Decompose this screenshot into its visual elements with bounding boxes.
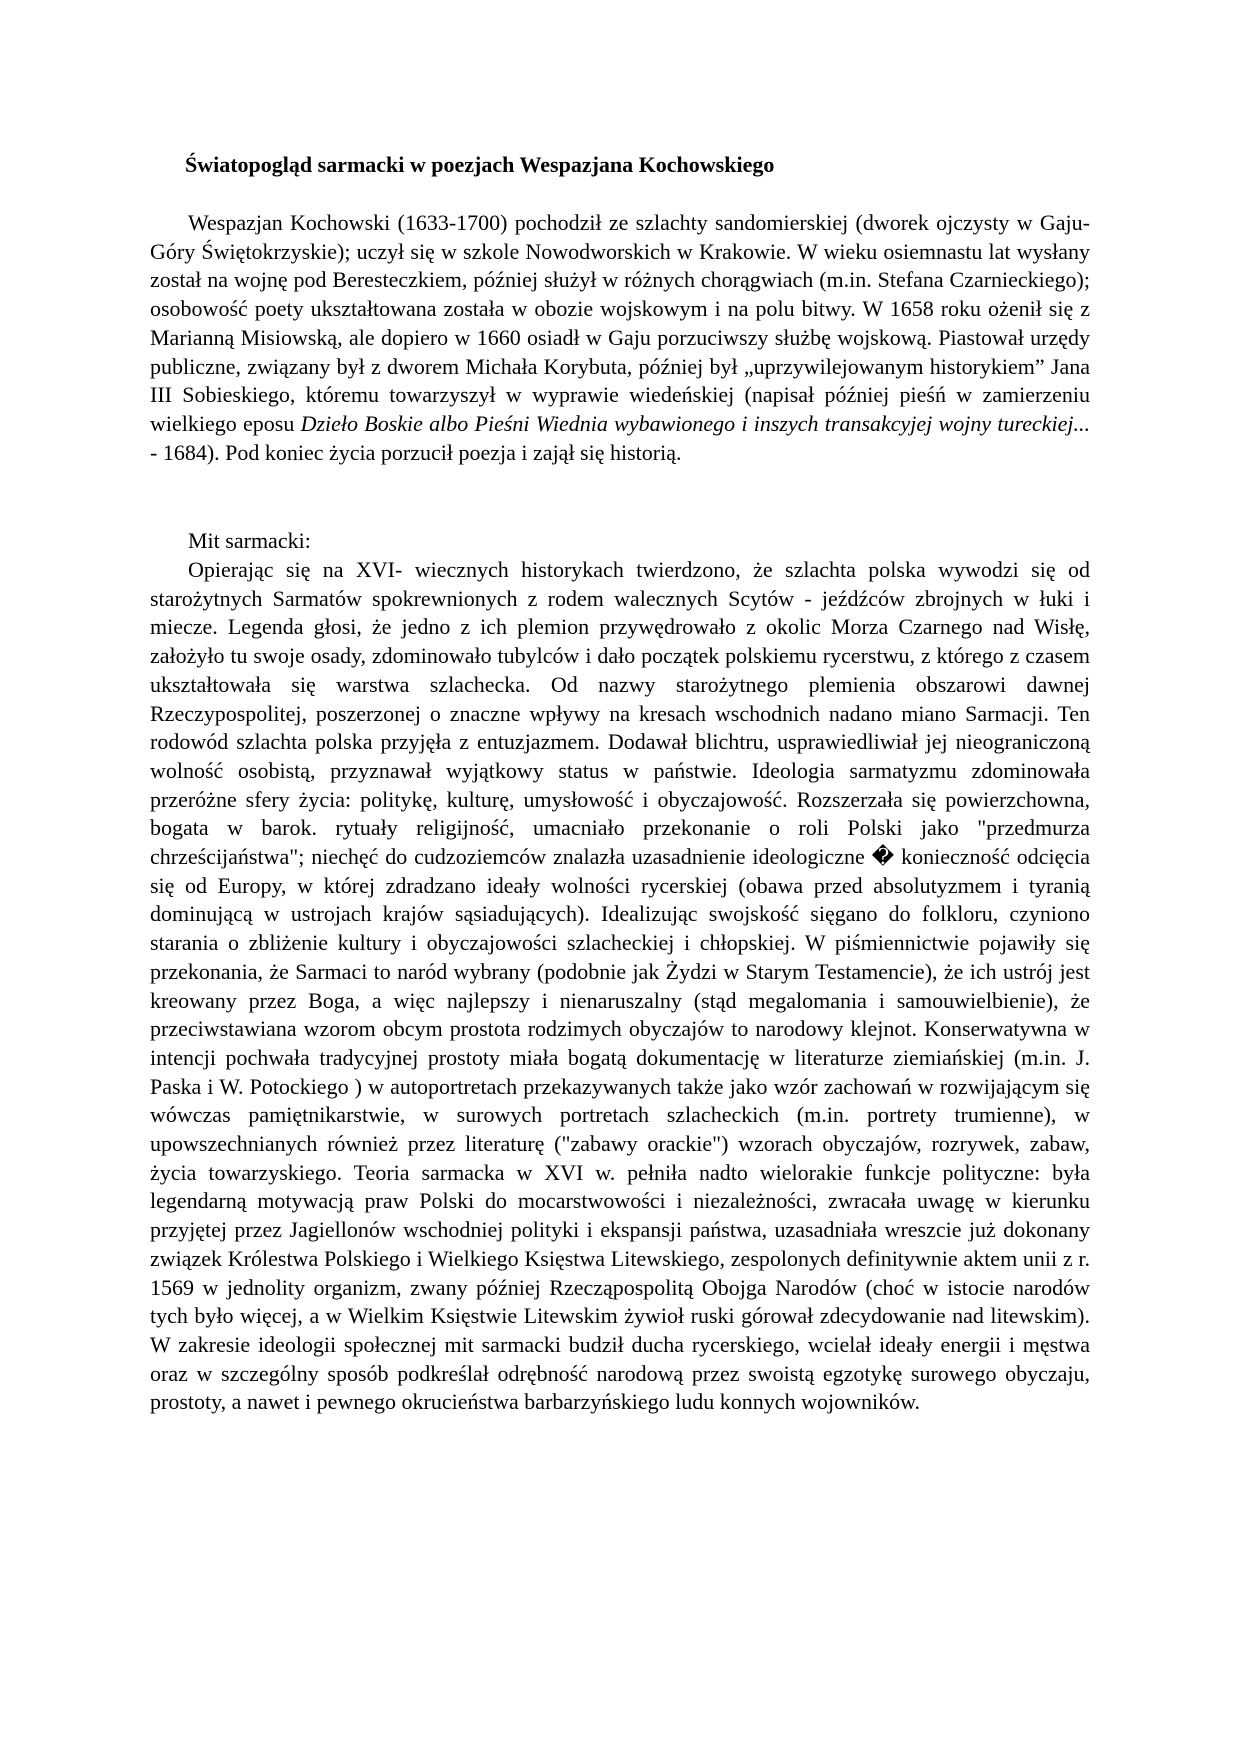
- biography-text-after: - 1684). Pod koniec życia porzucił poezja i zajął się historią.: [150, 439, 682, 465]
- section-heading-mit-sarmacki: Mit sarmacki:: [188, 528, 311, 553]
- biography-paragraph: [150, 209, 1090, 467]
- mit-sarmacki-paragraph: Opierając się na XVI- wiecznych historykach twierdzono, że szlachta polska wywodzi się od starożytnych Sarmatów spokrewnionych z rodem walecznych Scytów - jeźdźców zbrojnych w łuki i miecze. Legenda głosi, że jedno z ich plemion przywędrowało z okolic Morza Czarnego nad Wisłę, założyło tu swoje osady, zdominowało tubylców i dało początek polskiemu rycerstwu, z którego z czasem ukształtowała się warstwa szlachecka. Od nazwy starożytnego plemienia obszarowi dawnej Rzeczypospolitej, poszerzonej o znaczne wpływy na kresach wschodnich nadano miano Sarmacji. Ten rodowód szlachta polska przyjęła z entuzjazmem. Dodawał blichtru, usprawiedliwiał jej nieograniczoną wolność osobistą, przyznawał wyjątkowy status w państwie. Ideologia sarmatyzmu zdominowała przeróżne sfery życia: politykę, kulturę, umysłowość i obyczajowość. Rozszerzała się powierzchowna, bogata w barok. rytuały religijność, umacniało przekonanie o roli Polski jako "przedmurza chrześcijaństwa"; niechęć do cudzoziemców znalazła uzasadnienie ideologiczne � konieczność odcięcia się od Europy, w której zdradzano ideały wolności rycerskiej (obawa przed absolutyzmem i tyranią dominującą w ustrojach krajów sąsiadujących). Idealizując swojskość sięgano do folkloru, czyniono starania o zbliżenie kultury i obyczajowości szlacheckiej i chłopskiej. W piśmiennictwie pojawiły się przekonania, że Sarmaci to naród wybrany (podobnie jak Żydzi w Starym Testamencie), że ich ustrój jest kreowany przez Boga, a więc najlepszy i nienaruszalny (stąd megalomania i samouwielbienie), że przeciwstawiana wzorom obcym prostota rodzimych obyczajów to narodowy klejnot. Konserwatywna w intencji pochwała tradycyjnej prostoty miała bogatą dokumentację w literaturze ziemiańskiej (m.in. J. Paska i W. Potockiego ) w autoportretach przekazywanych także jako wzór zachowań w rozwijającym się wówczas pamiętnikarstwie, w surowych portretach szlacheckich (m.in. portrety trumienne), w upowszechnianych również przez literaturę ("zabawy orackie") wzorach obyczajów, rozrywek, zabaw, życia towarzyskiego. Teoria sarmacka w XVI w. pełniła nadto wielorakie funkcje polityczne: była legendarną motywacją praw Polski do mocarstwowości i niezależności, zwracała uwagę w kierunku przyjętej przez Jagiellonów wschodniej polityki i ekspansji państwa, uzasadniała wreszcie już dokonany związek Królestwa Polskiego i Wielkiego Księstwa Litewskiego, zespolonych definitywnie aktem unii z r. 1569 w jednolity organizm, zwany później Rzecząpospolitą Obojga Narodów (choć w istocie narodów tych było więcej, a w Wielkim Księstwie Litewskim żywioł ruski górował zdecydowanie nad litewskim). W zakresie ideologii społecznej mit sarmacki budził ducha rycerskiego, wcielał ideały energii i męstwa oraz w szczególny sposób podkreślał odrębność narodową przez swoistą egzotykę surowego obyczaju, prostoty, a nawet i pewnego okrucieństwa barbarzyńskiego ludu konnych wojowników.: [150, 557, 1090, 1415]
- document-title: Światopogląd sarmacki w poezjach Wespazjana Kochowskiego: [185, 152, 775, 177]
- biography-text-before: Wespazjan Kochowski (1633-1700) pochodził ze szlachty sandomierskiej (dworek ojczysty w Gaju- Góry Świętokrzyskie); uczył się w szkole Nowodworskich w Krakowie. W wieku osiemnastu lat wysłany został na wojnę pod Beresteczkiem, później służył w różnych chorągwiach (m.in. Stefana Czarnieckiego); osobowość poety ukształtowana została w obozie wojskowym i na polu bitwy. W 1658 roku ożenił się z Marianną Misiowską, ale dopiero w 1660 osiadł w Gaju porzuciwszy służbę wojskową. Piastował urzędy publiczne, związany był z dworem Michała Korybuta, później był „uprzywilejowanym historykiem” Jana III Sobieskiego, któremu towarzyszył w wyprawie wiedeńskiej (napisał później pieśń w zamierzeniu wielkiego eposu: [150, 210, 1090, 436]
- biography-italic-work-title: Dzieło Boskie albo Pieśni Wiednia wybawionego i inszych transakcyjej wojny tureckiej...: [300, 410, 1090, 436]
